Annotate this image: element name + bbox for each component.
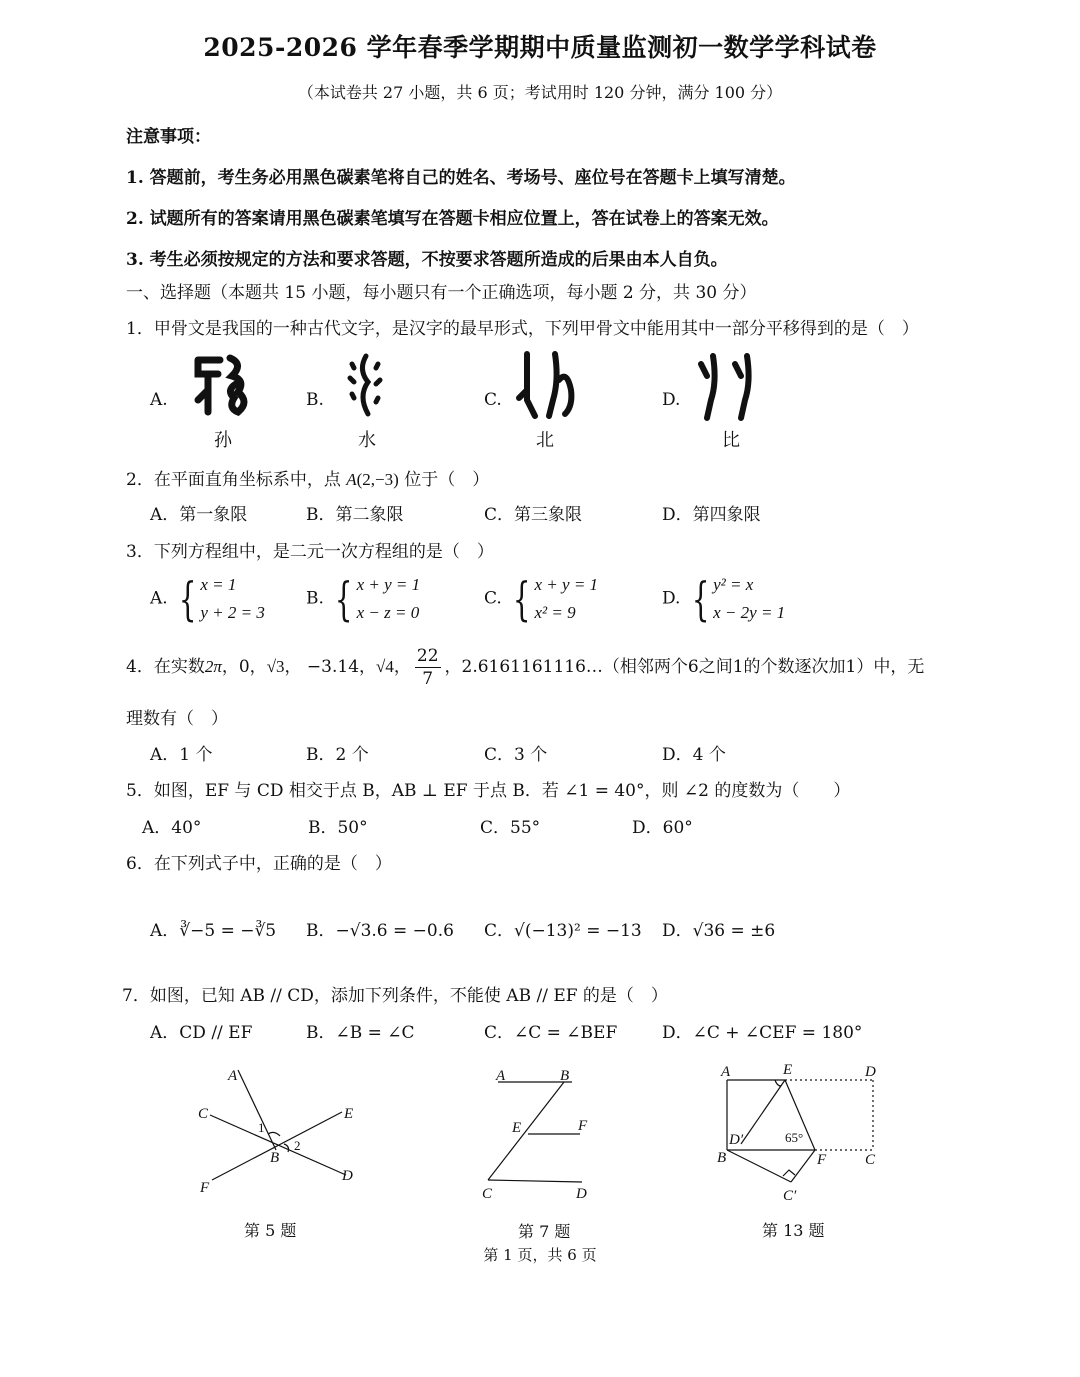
q1-option-b-char: 水 xyxy=(358,430,376,451)
q7-option-d: D．∠C + ∠CEF = 180° xyxy=(662,1023,863,1043)
fraction-numerator: 22 xyxy=(416,646,439,666)
line-cd xyxy=(488,1180,582,1182)
q1-option-c-char: 北 xyxy=(536,430,554,451)
notice-heading: 注意事项： xyxy=(126,127,211,147)
eq2: x² = 9 xyxy=(534,603,576,622)
q3-stem: 3．下列方程组中，是二元一次方程组的是（ ） xyxy=(126,542,494,562)
q2-option-b: B．第二象限 xyxy=(306,505,404,525)
q2-stem-tail: 位于（ ） xyxy=(398,470,490,490)
q3-option-d-label: D. xyxy=(662,588,681,609)
eq2: x − 2y = 1 xyxy=(713,603,786,622)
point-label-f: F xyxy=(817,1152,827,1168)
section-heading: 一、选择题（本题共 15 小题，每小题只有一个正确选项，每小题 2 分，共 30 分） xyxy=(126,283,757,303)
angle-label-2: 2 xyxy=(294,1138,301,1153)
equation-system xyxy=(357,571,421,627)
q5-option-a: A．40° xyxy=(142,818,202,838)
q5-option-b: B．50° xyxy=(308,818,368,838)
q4-stem xyxy=(126,645,924,690)
point-label-d: D xyxy=(342,1168,353,1184)
q4-stem-line2: 理数有（ ） xyxy=(126,709,228,729)
q7-option-a: A．CD // EF xyxy=(150,1023,253,1043)
q5-option-c: C．55° xyxy=(480,818,541,838)
q2-coords: (2,−3) xyxy=(356,470,399,489)
exam-subtitle: （本试卷共 27 小题，共 6 页；考试用时 120 分钟，满分 100 分） xyxy=(297,83,783,102)
figure-5-caption: 第 5 题 xyxy=(244,1221,297,1240)
right-angle-mark xyxy=(783,1170,795,1176)
q2-point: A xyxy=(346,470,357,489)
angle-label-1: 1 xyxy=(258,1120,265,1135)
point-label-b: B xyxy=(717,1150,727,1166)
brace-icon: { xyxy=(335,572,353,626)
figure-13-diagram xyxy=(715,1058,885,1208)
q4-text: ， −3.14， xyxy=(284,657,377,677)
q2-stem xyxy=(126,465,489,490)
notice-item-3: 3. 考生必须按规定的方法和要求答题，不按要求答题所造成的后果由本人自负。 xyxy=(126,250,728,270)
q3-option-a-label: A. xyxy=(150,588,168,609)
point-label-b: B xyxy=(560,1068,570,1084)
q3-option-c-label: C. xyxy=(484,588,502,609)
point-label-f: F xyxy=(578,1118,588,1134)
point-label-c-prime: C′ xyxy=(783,1188,797,1204)
point-label-f: F xyxy=(200,1180,210,1196)
equation-system xyxy=(713,571,785,627)
q4-option-a: A．1 个 xyxy=(150,745,213,765)
line-ef xyxy=(212,1112,342,1180)
q6-option-c: C．√(−13)² = −13 xyxy=(484,921,642,941)
brace-icon: { xyxy=(513,572,531,626)
point-label-d-prime: D′ xyxy=(729,1132,744,1148)
q7-option-c: C．∠C = ∠BEF xyxy=(484,1023,618,1043)
q2-option-c: C．第三象限 xyxy=(484,505,583,525)
q5-stem: 5．如图，EF 与 CD 相交于点 B，AB ⊥ EF 于点 B．若 ∠1 = 40°，则 ∠2 的度数为（ ） xyxy=(126,781,851,801)
oracle-glyph-sun-icon xyxy=(190,350,260,425)
point-label-d: D xyxy=(576,1186,587,1202)
fraction-denominator: 7 xyxy=(422,669,434,689)
notice-item-2: 2. 试题所有的答案请用黑色碳素笔填写在答题卡相应位置上，答在试卷上的答案无效。 xyxy=(126,209,779,229)
brace-icon: { xyxy=(178,572,197,626)
q4-fraction xyxy=(415,645,441,690)
line-ab xyxy=(238,1070,276,1150)
exam-title: 2025-2026 学年春季学期期中质量监测初一数学学科试卷 xyxy=(203,33,877,62)
equation-system xyxy=(200,571,265,627)
point-label-a: A xyxy=(721,1064,731,1080)
q6-option-a: A．∛−5 = −∛5 xyxy=(150,921,277,941)
q1-stem: 1．甲骨文是我国的一种古代文字，是汉字的最早形式，下列甲骨文中能用其中一部分平移得到的是（ ） xyxy=(126,319,919,339)
q1-option-c-label: C. xyxy=(484,390,502,410)
q3-option-c xyxy=(484,571,598,627)
eq1: x + y = 1 xyxy=(356,575,421,594)
q7-stem: 7．如图，已知 AB // CD，添加下列条件，不能使 AB // EF 的是（ ） xyxy=(122,986,668,1006)
q4-option-c: C．3 个 xyxy=(484,745,548,765)
line-ed xyxy=(741,1080,785,1144)
eq2: x − z = 0 xyxy=(356,603,420,622)
point-label-c: C xyxy=(865,1152,876,1168)
q1-option-a-char: 孙 xyxy=(214,430,232,451)
line-fc-prime xyxy=(791,1150,815,1182)
point-label-c: C xyxy=(482,1186,493,1202)
figure-13-caption: 第 13 题 xyxy=(762,1221,825,1240)
q4-option-d: D．4 个 xyxy=(662,745,726,765)
point-label-b: B xyxy=(270,1150,280,1166)
point-label-d: D xyxy=(865,1064,876,1080)
oracle-glyph-north-icon xyxy=(515,350,580,425)
eq1: y² = x xyxy=(713,575,754,594)
q6-option-b: B．−√3.6 = −0.6 xyxy=(306,921,454,941)
angle-label-65: 65° xyxy=(785,1130,804,1145)
q4-text: ，0， xyxy=(221,657,267,677)
angle-mark-e xyxy=(775,1080,781,1086)
point-label-a: A xyxy=(228,1068,238,1084)
q4-term-sqrt4: √4 xyxy=(376,657,394,676)
q4-text: 4．在实数 xyxy=(126,657,205,677)
angle-1-arc xyxy=(268,1132,280,1136)
q1-option-d-label: D. xyxy=(662,390,681,410)
q3-option-b xyxy=(306,571,420,627)
q4-text: ，2.6161161116…（相邻两个6之间1的个数逐次加1）中，无 xyxy=(444,657,925,677)
eq1: x + y = 1 xyxy=(534,575,599,594)
point-label-c: C xyxy=(198,1106,209,1122)
q6-stem: 6．在下列式子中，正确的是（ ） xyxy=(126,854,392,874)
notice-item-1: 1. 答题前，考生务必用黑色碳素笔将自己的姓名、考场号、座位号在答题卡上填写清楚。 xyxy=(126,168,796,188)
q4-text: ， xyxy=(393,657,411,677)
q6-option-d: D．√36 = ±6 xyxy=(662,921,776,941)
page-footer: 第 1 页，共 6 页 xyxy=(483,1246,597,1264)
point-label-e: E xyxy=(783,1062,793,1078)
brace-icon: { xyxy=(691,572,710,626)
eq2: y + 2 = 3 xyxy=(200,603,265,622)
figure-7-caption: 第 7 题 xyxy=(518,1222,571,1241)
q2-option-a: A．第一象限 xyxy=(150,505,248,525)
q4-term-2pi: 2π xyxy=(204,657,222,676)
figure-7-diagram xyxy=(470,1060,610,1210)
q3-option-b-label: B. xyxy=(306,588,324,609)
q3-option-a xyxy=(150,571,265,627)
equation-system xyxy=(535,571,599,627)
q4-option-b: B．2 个 xyxy=(306,745,369,765)
q3-option-d xyxy=(662,571,785,627)
oracle-glyph-water-icon xyxy=(340,350,390,425)
q1-option-d-char: 比 xyxy=(722,430,740,451)
q4-term-sqrt3: √3 xyxy=(266,657,285,676)
q5-option-d: D．60° xyxy=(632,818,693,838)
point-label-e: E xyxy=(512,1120,522,1136)
q2-option-d: D．第四象限 xyxy=(662,505,761,525)
eq1: x = 1 xyxy=(200,575,237,594)
line-bc-prime xyxy=(727,1150,791,1182)
q1-option-b-label: B. xyxy=(306,390,324,410)
point-label-e: E xyxy=(344,1106,354,1122)
line-bc xyxy=(488,1082,564,1180)
point-label-a: A xyxy=(496,1068,506,1084)
q1-option-a-label: A. xyxy=(150,390,168,410)
oracle-glyph-compare-icon xyxy=(695,350,765,425)
q2-stem-text: 2．在平面直角坐标系中，点 xyxy=(126,470,347,490)
figure-5-diagram xyxy=(190,1060,370,1200)
q7-option-b: B．∠B = ∠C xyxy=(306,1023,415,1043)
